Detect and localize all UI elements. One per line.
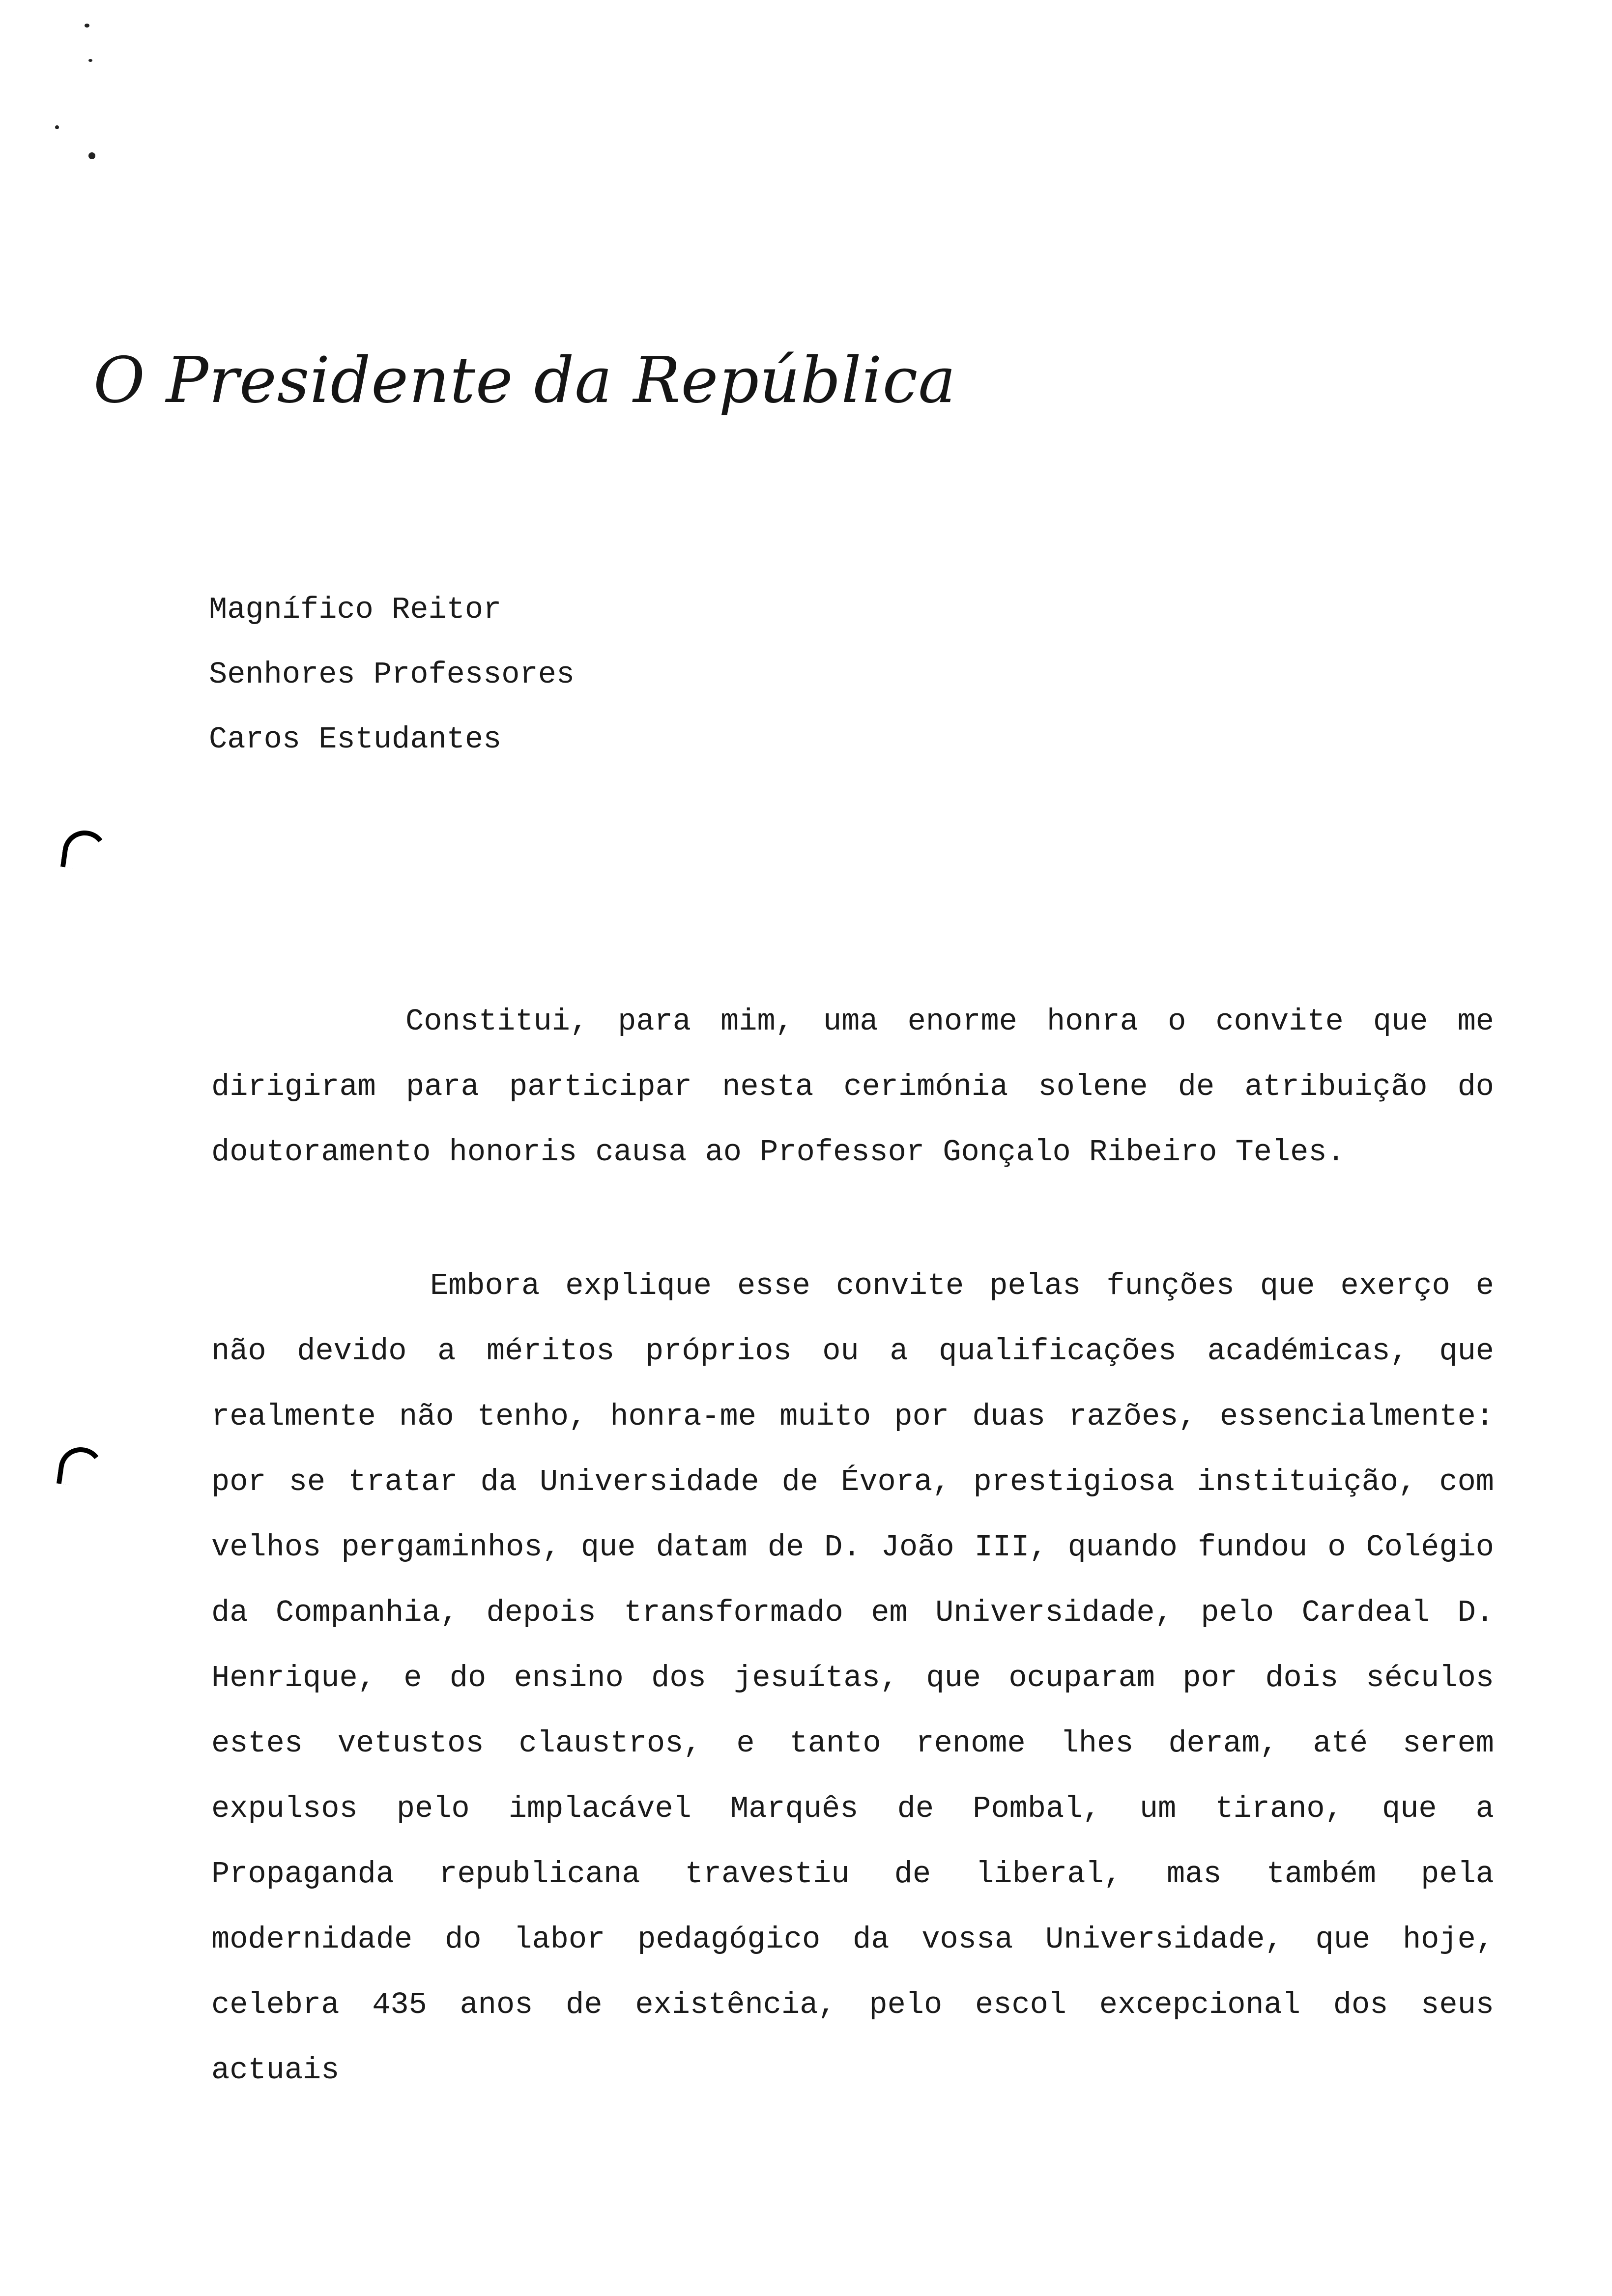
salutation-line: Senhores Professores [209, 657, 575, 692]
margin-mark [60, 828, 110, 873]
scan-speck [88, 59, 92, 62]
salutation [209, 577, 575, 772]
salutation-line: Magnífico Reitor [209, 592, 502, 627]
paragraph: Constitui, para mim, uma enorme honra o convite que me dirigiram para participar nesta cerimónia solene de atribuição do doutoramento honoris causa ao Professor Gonçalo Ribeiro Teles. [211, 1004, 1494, 1170]
letterhead-title: O Presidente da República [93, 344, 956, 417]
salutation-line: Caros Estudantes [209, 722, 502, 757]
paragraph: Embora explique esse convite pelas funções que exerço e não devido a méritos próprios ou a qualificações académicas, que realmente não tenho, honra-me muito por duas razões, essencialmente: por se tratar da Universidade de Évora, prestigiosa instituição, com velhos pergaminhos, que datam de D. João III, quando fundou o Colégio da Companhia, depois transformado em Universidade, pelo Cardeal D. Henrique, e do ensino dos jesuítas, que ocuparam por dois séculos estes vetustos claustros, e tanto renome lhes deram, até serem expulsos pelo implacável Marquês de Pombal, um tirano, que a Propaganda republicana travestiu de liberal, mas também pela modernidade do labor pedagógico da vossa Universidade, que hoje, celebra 435 anos de existência, pelo escol excepcional dos seus actuais [211, 1268, 1494, 2088]
margin-mark [57, 1444, 106, 1490]
scan-speck [55, 125, 59, 129]
scan-speck [85, 24, 89, 28]
scan-speck [88, 152, 95, 159]
